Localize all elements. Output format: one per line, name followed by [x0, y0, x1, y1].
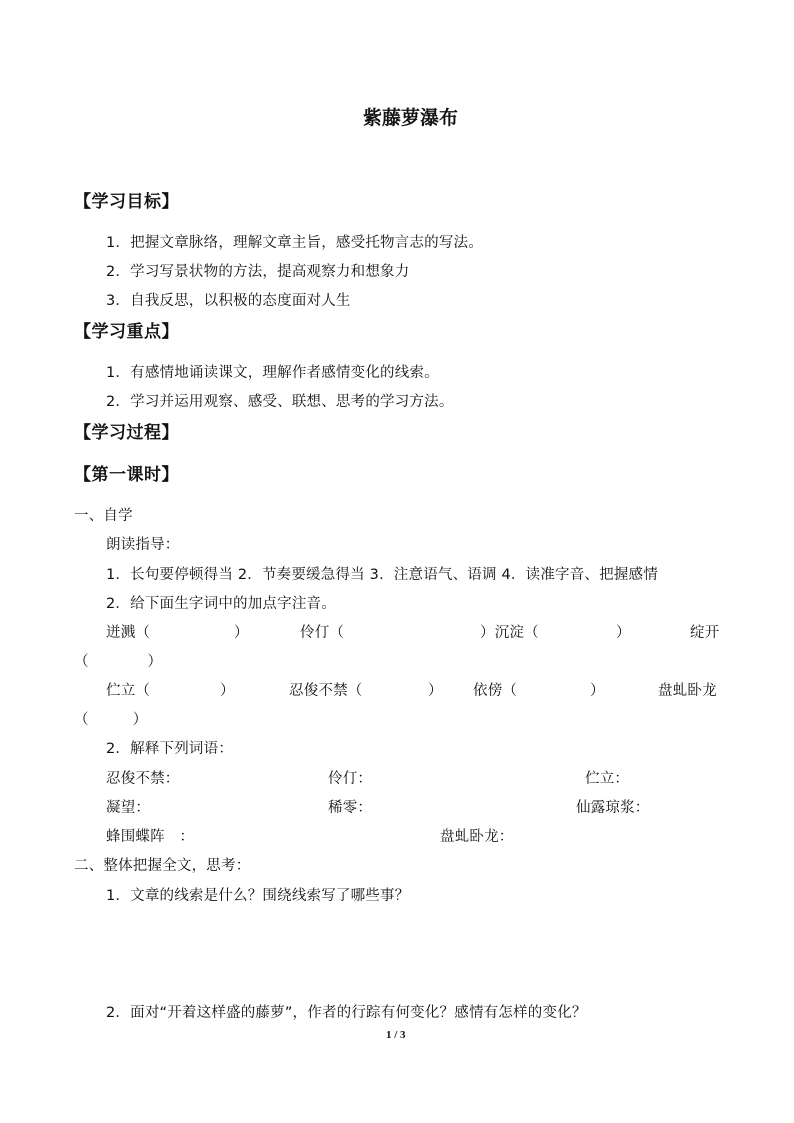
pinyin-blank: 伶仃（: [300, 625, 345, 641]
keypoint-item-1: 1．有感情地诵读课文，理解作者感情变化的线索。: [106, 365, 439, 381]
pinyin-blank-wrap: （ ）: [74, 654, 163, 670]
goals-heading: 【学习目标】: [74, 192, 179, 212]
pinyin-blank: ）: [616, 625, 631, 641]
pinyin-blank: 绽开: [690, 625, 720, 641]
goal-item-3: 3．自我反思，以积极的态度面对人生: [106, 293, 351, 309]
pinyin-blank: ）: [428, 683, 443, 699]
goal-item-2: 2．学习写景状物的方法，提高观察力和想象力: [106, 264, 410, 280]
pinyin-blank: ）: [220, 683, 235, 699]
pinyin-blank: 忍俊不禁（: [289, 683, 363, 699]
pinyin-blank: ）: [234, 625, 249, 641]
term-label: 稀零：: [328, 800, 373, 816]
keypoint-item-2: 2．学习并运用观察、感受、联想、思考的学习方法。: [106, 394, 454, 410]
pinyin-blank: ）: [590, 683, 605, 699]
pinyin-blank: 依傍（: [473, 683, 518, 699]
term-label: 盘虬卧龙：: [440, 829, 514, 845]
question-1: 1．文章的线索是什么？围绕线索写了哪些事？: [106, 888, 410, 904]
goal-item-1: 1．把握文章脉络，理解文章主旨，感受托物言志的写法。: [106, 235, 483, 251]
term-label: 忍俊不禁：: [106, 771, 180, 787]
question-2: 2．面对“开着这样盛的藤萝”，作者的行踪有何变化？感情有怎样的变化？: [106, 1005, 587, 1021]
pinyin-blank: 伫立（: [106, 683, 151, 699]
explain-task: 2．解释下列词语：: [106, 741, 234, 757]
pinyin-blank: 盘虬卧龙: [658, 683, 717, 699]
term-label: 伫立：: [585, 771, 630, 787]
pinyin-blank: 迸溅（: [106, 625, 151, 641]
term-label: 伶仃：: [328, 771, 373, 787]
pinyin-blank: ）沉淀（: [480, 625, 539, 641]
keypoints-heading: 【学习重点】: [74, 322, 179, 342]
page-indicator: 1 / 3: [386, 1029, 406, 1041]
pinyin-task: 2．给下面生字词中的加点字注音。: [106, 596, 336, 612]
pinyin-blank-wrap: （ ）: [74, 712, 148, 728]
reading-guide-label: 朗读指导：: [106, 537, 180, 553]
self-study-heading: 一、自学: [74, 508, 133, 524]
reading-tips: 1．长句要停顿得当 2．节奏要缓急得当 3．注意语气、语调 4．读准字音、把握感情: [106, 567, 658, 583]
term-label: 仙露琼浆：: [576, 800, 650, 816]
document-title: 紫藤萝瀑布: [363, 107, 459, 129]
process-heading: 【学习过程】: [74, 423, 179, 443]
overall-heading: 二、整体把握全文，思考：: [74, 858, 251, 874]
term-label: 凝望：: [106, 800, 151, 816]
term-label: 蜂围蝶阵 ：: [106, 829, 195, 845]
lesson1-heading: 【第一课时】: [74, 465, 179, 485]
